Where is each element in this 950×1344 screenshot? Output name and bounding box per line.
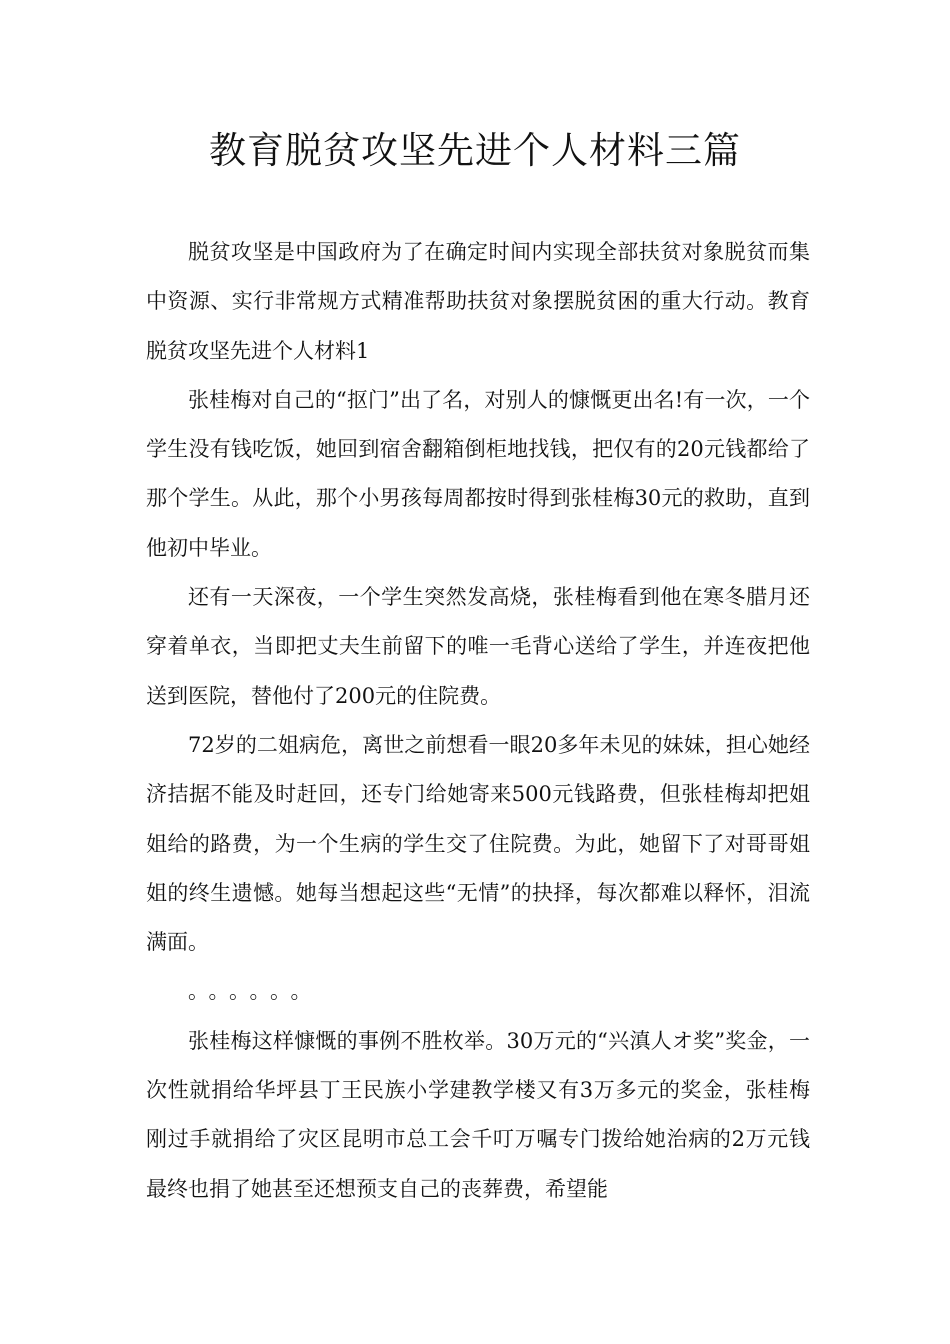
document-title: 教育脱贫攻坚先进个人材料三篇 [209, 129, 741, 172]
paragraph-sister: 72岁的二姐病危，离世之前想看一眼20多年未见的妹妹，担心她经济拮据不能及时赶回，还专门给她寄来500元钱路费，但张桂梅却把姐姐给的路费，为一个生病的学生交了住院费。为此，她留下了对哥哥姐姐的终生遗憾。她每当想起这些“无情”的抉择，每次都难以释怀，泪流满面。 [146, 732, 810, 955]
paragraph-donations: 张桂梅这样慷慨的事例不胜枚举。30万元的“兴滇人オ奖”奖金，一次性就捐给华坪县丁王民族小学建教学楼又有3万多元的奖金，张桂梅刚过手就捐给了灾区昆明市总工会千叮万嘱专门拨给她治病的2万元钱最终也捐了她甚至还想预支自己的丧葬费，希望能 [146, 1028, 810, 1201]
paragraph-late-night: 还有一天深夜，一个学生突然发高烧，张桂梅看到他在寒冬腊月还穿着单衣，当即把丈夫生前留下的唯一毛背心送给了学生，并连夜把他送到医院，替他付了200元的住院费。 [146, 585, 810, 708]
document-body [146, 228, 810, 1214]
paragraph-frugality: 张桂梅对自己的“抠门”出了名，对别人的慷慨更出名!有一次，一个学生没有钱吃饭，她回到宿舍翻箱倒柜地找钱，把仅有的20元钱都给了那个学生。从此，那个小男孩每周都按时得到张桂梅30元的救助，直到他初中毕业。 [146, 387, 810, 560]
paragraph-intro: 脱贫攻坚是中国政府为了在确定时间内实现全部扶贫对象脱贫而集中资源、实行非常规方式精准帮助扶贫对象摆脱贫困的重大行动。教育脱贫攻坚先进个人材料1 [146, 240, 810, 363]
paragraph-ellipsis: 。。。。。。 [188, 979, 322, 1004]
